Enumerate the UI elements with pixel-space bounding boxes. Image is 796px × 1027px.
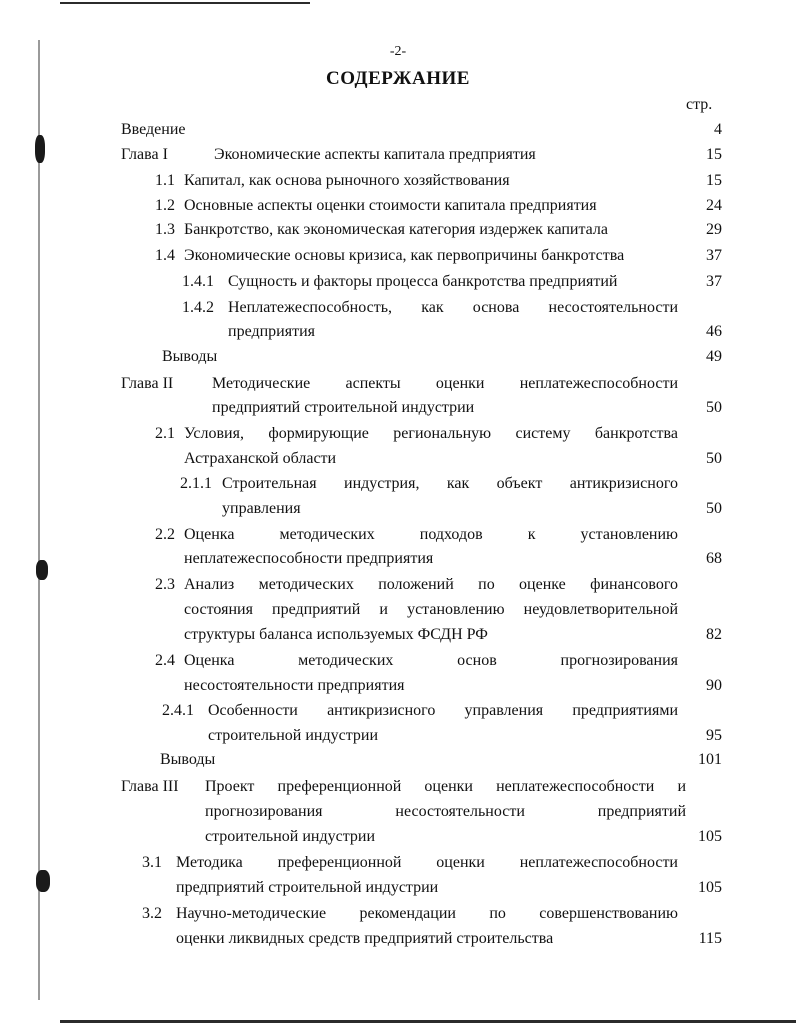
toc-number: 1.1 [155, 172, 175, 189]
toc-entry-conclusions [0, 749, 796, 771]
toc-entry-subsection [0, 271, 796, 293]
toc-number: 1.4 [155, 247, 175, 264]
toc-entry-intro [0, 119, 796, 141]
scan-bottom-edge [60, 1020, 796, 1023]
toc-page: 4 [714, 121, 722, 138]
toc-number: 1.4.2 [182, 299, 214, 316]
toc-entry-continuation [0, 725, 796, 747]
toc-page: 29 [706, 221, 722, 238]
toc-entry-continuation [0, 321, 796, 343]
toc-entry-continuation [0, 448, 796, 470]
toc-entry-continuation [0, 928, 796, 950]
page-column-label: стр. [686, 96, 713, 113]
toc-entry-continuation [0, 498, 796, 520]
toc-page: 82 [706, 626, 722, 643]
toc-entry-section [0, 852, 796, 874]
toc-entry-chapter-2 [0, 373, 796, 395]
toc-number: 3.1 [142, 854, 162, 871]
toc-number: 2.4.1 [162, 702, 194, 719]
toc-label: Глава III [121, 778, 179, 795]
toc-entry-continuation [0, 548, 796, 570]
scan-top-edge [60, 2, 310, 4]
toc-number: 2.2 [155, 526, 175, 543]
toc-title-line: структуры баланса используемых ФСДН РФ [184, 626, 488, 643]
toc-title-line: предприятий строительной индустрии [176, 879, 439, 896]
toc-page: 49 [706, 348, 722, 365]
page-title: СОДЕРЖАНИЕ [326, 68, 470, 89]
toc-entry-section [0, 650, 796, 672]
toc-entry-continuation [0, 801, 796, 823]
toc-title-line: Оценка методических подходов к установлению [184, 526, 678, 543]
toc-entry-conclusions [0, 346, 796, 368]
toc-entry-section [0, 219, 796, 241]
toc-title: Банкротство, как экономическая категория издержек капитала [184, 221, 608, 238]
toc-entry-continuation [0, 826, 796, 848]
toc-page: 68 [706, 550, 722, 567]
toc-title-line: Неплатежеспособность, как основа несостоятельности [228, 299, 678, 316]
toc-title-line: Условия, формирующие региональную систему банкротства [184, 425, 678, 442]
toc-title-line: строительной индустрии [205, 828, 376, 845]
toc-page: 15 [706, 172, 722, 189]
toc-title-line: предприятий строительной индустрии [212, 399, 475, 416]
toc-title-line: Астраханской области [184, 450, 337, 467]
toc-entry-section [0, 903, 796, 925]
toc-number: 2.1 [155, 425, 175, 442]
toc-number: 1.4.1 [182, 273, 214, 290]
toc-title-line: состояния предприятий и установлению неудовлетворительной [184, 601, 678, 618]
toc-entry-section [0, 574, 796, 596]
toc-number: 1.3 [155, 221, 175, 238]
toc-title-line: Строительная индустрия, как объект антикризисного [222, 475, 678, 492]
toc-label: Выводы [160, 751, 216, 768]
toc-entry-continuation [0, 624, 796, 646]
page-number: -2- [389, 44, 407, 59]
toc-page: 105 [698, 828, 722, 845]
toc-entry-continuation [0, 877, 796, 899]
toc-entry-subsection [0, 473, 796, 495]
toc-title: Экономические аспекты капитала предприятия [214, 146, 536, 163]
toc-page: 37 [706, 247, 722, 264]
toc-number: 2.3 [155, 576, 175, 593]
toc-title-line: Оценка методических основ прогнозирования [184, 652, 678, 669]
toc-entry-chapter-1 [0, 144, 796, 166]
toc-page: 15 [706, 146, 722, 163]
toc-entry-continuation [0, 397, 796, 419]
toc-entry-section [0, 245, 796, 267]
toc-title: Капитал, как основа рыночного хозяйствования [184, 172, 510, 189]
toc-number: 2.1.1 [180, 475, 212, 492]
toc-title-line: неплатежеспособности предприятия [184, 550, 434, 567]
toc-title-line: несостоятельности предприятия [184, 677, 405, 694]
toc-page: 101 [698, 751, 722, 768]
toc-page: 50 [706, 399, 722, 416]
toc-label: Глава I [121, 146, 168, 163]
toc-page: 95 [706, 727, 722, 744]
toc-title-line: Научно-методические рекомендации по совершенствованию [176, 905, 678, 922]
toc-page: 115 [698, 930, 722, 947]
toc-title: Основные аспекты оценки стоимости капитала предприятия [184, 197, 597, 214]
toc-entry-section [0, 170, 796, 192]
toc-entry-section [0, 524, 796, 546]
toc-title-line: управления [222, 500, 301, 517]
toc-title-line: Особенности антикризисного управления предприятиями [208, 702, 678, 719]
toc-title-line: Проект преференционной оценки неплатежеспособности и [205, 778, 686, 795]
toc-page: 50 [706, 450, 722, 467]
toc-label: Введение [121, 121, 186, 138]
toc-number: 1.2 [155, 197, 175, 214]
toc-page: 90 [706, 677, 722, 694]
toc-title-line: Методические аспекты оценки неплатежеспособности [212, 375, 678, 392]
toc-entry-continuation [0, 599, 796, 621]
toc-title-line: Анализ методических положений по оценке финансового [184, 576, 678, 593]
toc-title-line: предприятия [228, 323, 315, 340]
toc-entry-subsection [0, 297, 796, 319]
toc-number: 2.4 [155, 652, 175, 669]
toc-title: Экономические основы кризиса, как первопричины банкротства [184, 247, 625, 264]
toc-page: 24 [706, 197, 722, 214]
toc-page: 37 [706, 273, 722, 290]
toc-entry-section [0, 423, 796, 445]
toc-entry-chapter-3 [0, 776, 796, 798]
toc-title-line: прогнозирования несостоятельности предприятий [205, 803, 686, 820]
toc-entry-continuation [0, 675, 796, 697]
toc-title-line: оценки ликвидных средств предприятий строительства [176, 930, 554, 947]
toc-number: 3.2 [142, 905, 162, 922]
toc-label: Выводы [162, 348, 218, 365]
toc-label: Глава II [121, 375, 174, 392]
toc-page: 46 [706, 323, 722, 340]
toc-title-line: строительной индустрии [208, 727, 379, 744]
toc-title: Сущность и факторы процесса банкротства предприятий [228, 273, 618, 290]
toc-page: 105 [698, 879, 722, 896]
toc-entry-subsection [0, 700, 796, 722]
toc-entry-section [0, 195, 796, 217]
toc-page: 50 [706, 500, 722, 517]
toc-title-line: Методика преференционной оценки неплатежеспособности [176, 854, 678, 871]
